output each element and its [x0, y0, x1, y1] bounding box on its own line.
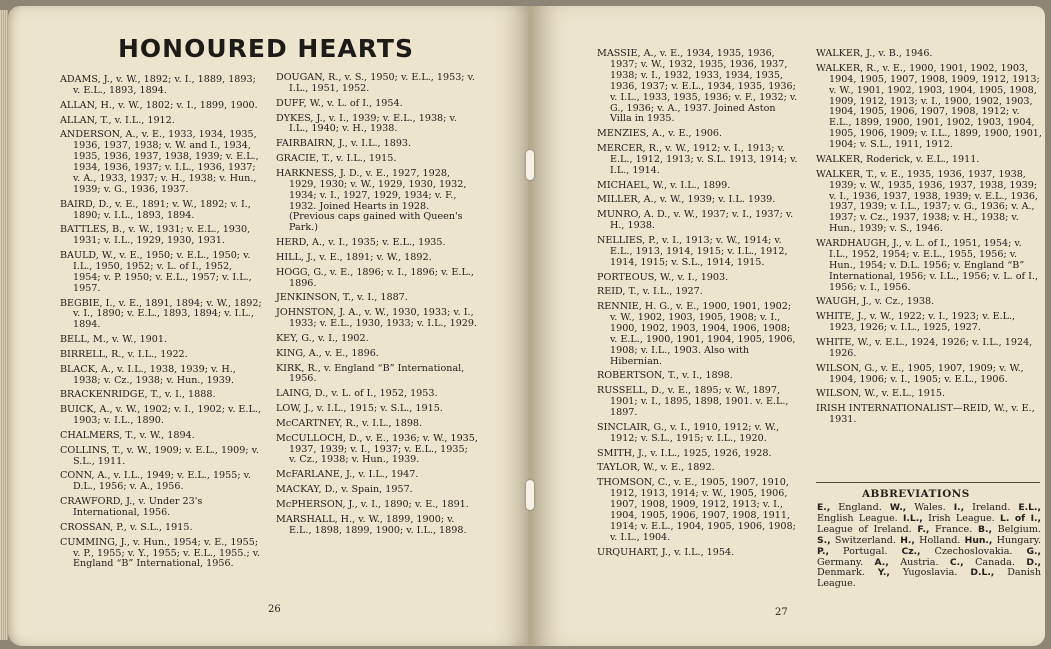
- abbreviation-code: Cz.,: [901, 545, 921, 557]
- abbreviation-code: C.,: [949, 556, 964, 568]
- abbreviation-code: H.,: [900, 534, 915, 546]
- honour-entry: JENKINSON, T., v. I., 1887.: [276, 292, 408, 304]
- page-edges: [0, 10, 8, 640]
- honour-entry: BLACK, A., v. I.L., 1938, 1939; v. H., 1938; v. Cz., 1938; v. Hun., 1939.: [60, 363, 236, 386]
- honour-entry: MICHAEL, W., v. I.L., 1899.: [597, 179, 731, 191]
- honour-entry: BRACKENRIDGE, T., v. I., 1888.: [60, 389, 216, 401]
- abbreviation-code: L. of I.,: [1000, 512, 1041, 524]
- book-gutter: [528, 6, 532, 646]
- honours-column-4: [816, 49, 1042, 430]
- honour-entry: LAING, D., v. L. of I., 1952, 1953.: [276, 388, 438, 400]
- honour-entry: WALKER, T., v. E., 1935, 1936, 1937, 1938, 1939; v. W., 1935, 1936, 1937, 1938, 1939; v. I., 1936, 1937, 1938, 1939; v. E.L., 1936, 1937, 1939; v. I.L., 1937; v. G., 1936; v. A., 1937; v. Cz., 1937, 1938; v. H., 1938; v. Hun., 1939; v. S., 1946.: [816, 168, 1038, 235]
- honour-entry: REID, T., v. I.L., 1927.: [597, 286, 703, 298]
- honour-entry: McFARLANE, J., v. I.L., 1947.: [276, 469, 419, 481]
- honour-entry: MUNRO, A. D., v. W., 1937; v. I., 1937; v. H., 1938.: [597, 209, 794, 232]
- honour-entry: McPHERSON, J., v. I., 1890; v. E., 1891.: [276, 498, 469, 510]
- abbreviation-meaning: Denmark.: [817, 567, 865, 579]
- abbreviation-meaning: Yugoslavia.: [902, 567, 958, 579]
- page-title: HONOURED HEARTS: [118, 34, 414, 63]
- honour-entry: ROBERTSON, T., v. I., 1898.: [597, 370, 733, 382]
- honours-column-1: [60, 75, 262, 574]
- abbreviation-meaning: England.: [838, 502, 882, 513]
- honour-entry: ALLAN, H., v. W., 1802; v. I., 1899, 1900.: [60, 99, 258, 111]
- honour-entry: DOUGAN, R., v. S., 1950; v. E.L., 1953; v. I.L., 1951, 1952.: [276, 72, 475, 94]
- honour-entry: BEGBIE, I., v. E., 1891, 1894; v. W., 1892; v. I., 1890; v. E.L., 1893, 1894; v. I.L., 1894.: [60, 297, 262, 331]
- honour-entry: KIRK, R., v. England “B” International, 1956.: [276, 362, 465, 385]
- page-number-left: 26: [268, 604, 281, 615]
- abbreviation-code: D.L.,: [970, 567, 995, 579]
- abbreviation-code: A.,: [874, 556, 889, 568]
- honour-entry: MARSHALL, H., v. W., 1899, 1900; v. E.L., 1898, 1899, 1900; v. I.L., 1898.: [276, 513, 467, 536]
- honours-column-3: [597, 49, 800, 562]
- honour-entry: MERCER, R., v. W., 1912; v. I., 1913; v. E.L., 1912, 1913; v. S.L. 1913, 1914; v. I.L., 1914.: [597, 143, 798, 176]
- honours-column-2: [276, 73, 478, 540]
- honour-entry: CHALMERS, T., v. W., 1894.: [60, 429, 195, 441]
- abbreviation-meaning: Portugal.: [843, 545, 888, 557]
- abbreviation-code: Hun.,: [964, 534, 993, 546]
- honour-entry: WARDHAUGH, J., v. L. of I., 1951, 1954; v. I.L., 1952, 1954; v. E.L., 1955, 1956; v. Hun., 1954; v. D.L. 1956; v. England “B” International, 1956; v. I.L., 1956; v. L. of I., 1956; v. I., 1956.: [816, 238, 1038, 293]
- honour-entry: WALKER, R., v. E., 1900, 1901, 1902, 1903, 1904, 1905, 1907, 1908, 1909, 1912, 1913; v. W., 1901, 1902, 1903, 1904, 1905, 1908, 1909, 1912, 1913; v. I., 1900, 1902, 1903, 1904, 1905, 1906, 1907, 1908, 1912; v. E.L., 1899, 1900, 1901, 1902, 1903, 1904, 1905, 1906, 1909; v. I.L., 1899, 1900, 1901, 1904; v. S.L., 1911, 1912.: [816, 62, 1042, 151]
- honour-entry: CRAWFORD, J., v. Under 23's International, 1956.: [60, 496, 203, 519]
- honour-entry: CROSSAN, P., v. S.L., 1915.: [60, 521, 193, 533]
- abbreviation-code: I.L.,: [903, 512, 923, 524]
- honour-entry: JOHNSTON, J. A., v. W., 1930, 1933; v. I., 1933; v. E.L., 1930, 1933; v. I.L., 1929.: [276, 307, 478, 330]
- honour-entry: KING, A., v. E., 1896.: [276, 347, 379, 359]
- honour-entry: PORTEOUS, W., v. I., 1903.: [597, 271, 729, 283]
- abbreviation-meaning: League of Ireland.: [817, 523, 912, 535]
- honour-entry: McCULLOCH, D., v. E., 1936; v. W., 1935, 1937, 1939; v. I., 1937; v. E.L., 1935; v. Cz., 1938; v. Hun., 1939.: [276, 432, 478, 466]
- abbreviations-heading: ABBREVIATIONS: [862, 488, 970, 500]
- honour-entry: HOGG, G., v. E., 1896; v. I., 1896; v. E.L., 1896.: [276, 266, 474, 289]
- abbreviations-rule: [816, 482, 1040, 483]
- abbreviation-code: B.,: [977, 523, 992, 535]
- abbreviation-meaning: Czechoslovakia.: [934, 545, 1013, 557]
- binding-staple-bottom: [526, 480, 534, 510]
- abbreviation-meaning: English League.: [817, 512, 898, 524]
- honour-entry: GRACIE, T., v. I.L., 1915.: [276, 153, 397, 164]
- abbreviation-code: G.,: [1026, 545, 1041, 557]
- honour-entry: URQUHART, J., v. I.L., 1954.: [597, 546, 735, 558]
- abbreviation-code: S.,: [817, 534, 831, 546]
- abbreviation-meaning: Danish League.: [817, 567, 1041, 590]
- abbreviation-meaning: Ireland.: [972, 502, 1011, 513]
- abbreviation-meaning: Germany.: [817, 556, 864, 568]
- honour-entry: IRISH INTERNATIONALIST—REID, W., v. E., 1931.: [816, 403, 1035, 426]
- page-number-right: 27: [775, 607, 788, 618]
- honour-entry: BUICK, A., v. W., 1902; v. I., 1902; v. E.L., 1903; v. I.L., 1890.: [60, 404, 261, 427]
- honour-entry: ANDERSON, A., v. E., 1933, 1934, 1935, 1936, 1937, 1938; v. W. and I., 1934, 1935, 1936, 1937, 1938, 1939; v. E.L., 1934, 1936, 1937; v. I.L., 1936, 1937; v. A., 1933, 1937; v. H., 1938; v. Hun., 1939; v. G., 1936, 1937.: [60, 129, 259, 195]
- honour-entry: DUFF, W., v. L. of I., 1954.: [276, 97, 403, 109]
- abbreviation-code: I.,: [953, 502, 965, 513]
- abbreviations-list: [817, 503, 1041, 590]
- honour-entry: FAIRBAIRN, J., v. I.L., 1893.: [276, 138, 412, 150]
- honour-entry: DYKES, J., v. I., 1939; v. E.L., 1938; v. I.L., 1940; v. H., 1938.: [276, 112, 457, 135]
- honour-entry: NELLIES, P., v. I., 1913; v. W., 1914; v. E.L., 1913, 1914, 1915; v. I.L., 1912, 1914, 1915; v. S.L., 1914, 1915.: [597, 234, 788, 268]
- honour-entry: WAUGH, J., v. Cz., 1938.: [816, 296, 935, 308]
- honour-entry: MASSIE, A., v. E., 1934, 1935, 1936, 1937; v. W., 1932, 1935, 1936, 1937, 1938; v. I., 1932, 1933, 1934, 1935, 1936, 1937; v. E.L., 1934, 1935, 1936; v. I.L., 1933, 1935, 1936; v. F., 1932; v. G., 1936; v. A., 1937. Joined Aston Villa in 1935.: [597, 48, 798, 125]
- honour-entry: BIRRELL, R., v. I.L., 1922.: [60, 348, 188, 360]
- abbreviation-meaning: Holland.: [919, 534, 961, 546]
- honour-entry: LOW, J., v. I.L., 1915; v. S.L., 1915.: [276, 403, 443, 415]
- honour-entry: THOMSON, C., v. E., 1905, 1907, 1910, 1912, 1913, 1914; v. W., 1905, 1906, 1907, 1908, 1909, 1912, 1913; v. I., 1904, 1905, 1906, 1907, 1908, 1911, 1914; v. E.L., 1904, 1905, 1906, 1908; v. I.L., 1904.: [597, 477, 796, 543]
- honour-entry: SMITH, J., v. I.L., 1925, 1926, 1928.: [597, 447, 772, 459]
- honour-entry: WALKER, Roderick, v. E.L., 1911.: [816, 153, 980, 165]
- honour-entry: WALKER, J., v. B., 1946.: [816, 48, 933, 59]
- honour-entry: CUMMING, J., v. Hun., 1954; v. E., 1955; v. P., 1955; v. Y., 1955; v. E.L., 1955.; v. England “B” International, 1956.: [60, 536, 261, 570]
- abbreviation-code: F.,: [917, 523, 930, 535]
- abbreviation-meaning: Hungary.: [996, 534, 1041, 546]
- honour-entry: RENNIE, H. G., v. E., 1900, 1901, 1902; v. W., 1902, 1903, 1905, 1908; v. I., 1900, 1902, 1903, 1904, 1906, 1908; v. E.L., 1900, 1901, 1904, 1905, 1906, 1908; v. I.L., 1903. Also with Hibernian.: [597, 301, 796, 367]
- honour-entry: WHITE, W., v. E.L., 1924, 1926; v. I.L., 1924, 1926.: [816, 336, 1033, 359]
- abbreviation-meaning: Canada.: [975, 556, 1015, 568]
- honour-entry: BAIRD, D., v. E., 1891; v. W., 1892; v. I., 1890; v. I.L., 1893, 1894.: [60, 198, 251, 221]
- honour-entry: ADAMS, J., v. W., 1892; v. I., 1889, 1893; v. E.L., 1893, 1894.: [60, 74, 256, 96]
- honour-entry: WILSON, W., v. E.L., 1915.: [816, 388, 946, 400]
- honour-entry: CONN, A., v. I.L., 1949; v. E.L., 1955; v. D.L., 1956; v. A., 1956.: [60, 470, 251, 493]
- honour-entry: TAYLOR, W., v. E., 1892.: [597, 462, 715, 474]
- honour-entry: HILL, J., v. E., 1891; v. W., 1892.: [276, 251, 432, 263]
- honour-entry: BATTLES, B., v. W., 1931; v. E.L., 1930, 1931; v. I.L., 1929, 1930, 1931.: [60, 224, 251, 247]
- honour-entry: COLLINS, T., v. W., 1909; v. E.L., 1909; v. S.L., 1911.: [60, 444, 259, 467]
- abbreviation-code: P.,: [817, 545, 830, 557]
- honour-entry: WHITE, J., v. W., 1922; v. I., 1923; v. E.L., 1923, 1926; v. I.L., 1925, 1927.: [816, 311, 1016, 334]
- abbreviation-meaning: France.: [935, 523, 973, 535]
- honour-entry: WILSON, G., v. E., 1905, 1907, 1909; v. W., 1904, 1906; v. I., 1905; v. E.L., 1906.: [816, 362, 1024, 385]
- honour-entry: KEY, G., v. I., 1902.: [276, 332, 369, 344]
- honour-entry: SINCLAIR, G., v. I., 1910, 1912; v. W., 1912; v. S.L., 1915; v. I.L., 1920.: [597, 421, 780, 444]
- abbreviation-code: E.,: [817, 502, 831, 513]
- honour-entry: ALLAN, T., v. I.L., 1912.: [60, 114, 175, 126]
- honour-entry: BAULD, W., v. E., 1950; v. E.L., 1950; v. I.L., 1950, 1952; v. L. of I., 1952, 1954; v. P. 1950; v. E.L., 1957; v. I.L., 1957.: [60, 250, 252, 294]
- honour-entry: BELL, M., v. W., 1901.: [60, 334, 168, 346]
- abbreviation-meaning: Wales.: [914, 502, 946, 513]
- honour-entry: HERD, A., v. I., 1935; v. E.L., 1935.: [276, 237, 446, 249]
- abbreviation-code: Y.,: [877, 567, 890, 579]
- binding-staple-top: [526, 150, 534, 180]
- abbreviation-code: E.L.,: [1018, 502, 1042, 513]
- abbreviation-meaning: Irish League.: [928, 512, 995, 524]
- honour-entry: MACKAY, D., v. Spain, 1957.: [276, 484, 413, 496]
- honour-entry: MENZIES, A., v. E., 1906.: [597, 128, 723, 140]
- abbreviation-meaning: Austria.: [900, 556, 939, 568]
- abbreviation-code: W.,: [889, 502, 907, 513]
- honour-entry: HARKNESS, J. D., v. E., 1927, 1928, 1929, 1930; v. W., 1929, 1930, 1932, 1934; v. I., 1927, 1929, 1934; v. F., 1932. Joined Hearts in 1928. (Previous caps gained with Queen's Park.): [276, 167, 467, 234]
- abbreviation-meaning: Belgium.: [997, 523, 1041, 535]
- honour-entry: McCARTNEY, R., v. I.L., 1898.: [276, 417, 423, 429]
- honour-entry: RUSSELL, D., v. E., 1895; v. W., 1897, 1901; v. I., 1895, 1898, 1901. v. E.L., 1897.: [597, 385, 789, 419]
- abbreviation-code: D.,: [1026, 556, 1041, 568]
- honour-entry: MILLER, A., v. W., 1939; v. I.L. 1939.: [597, 194, 776, 206]
- abbreviation-meaning: Switzerland.: [834, 534, 896, 546]
